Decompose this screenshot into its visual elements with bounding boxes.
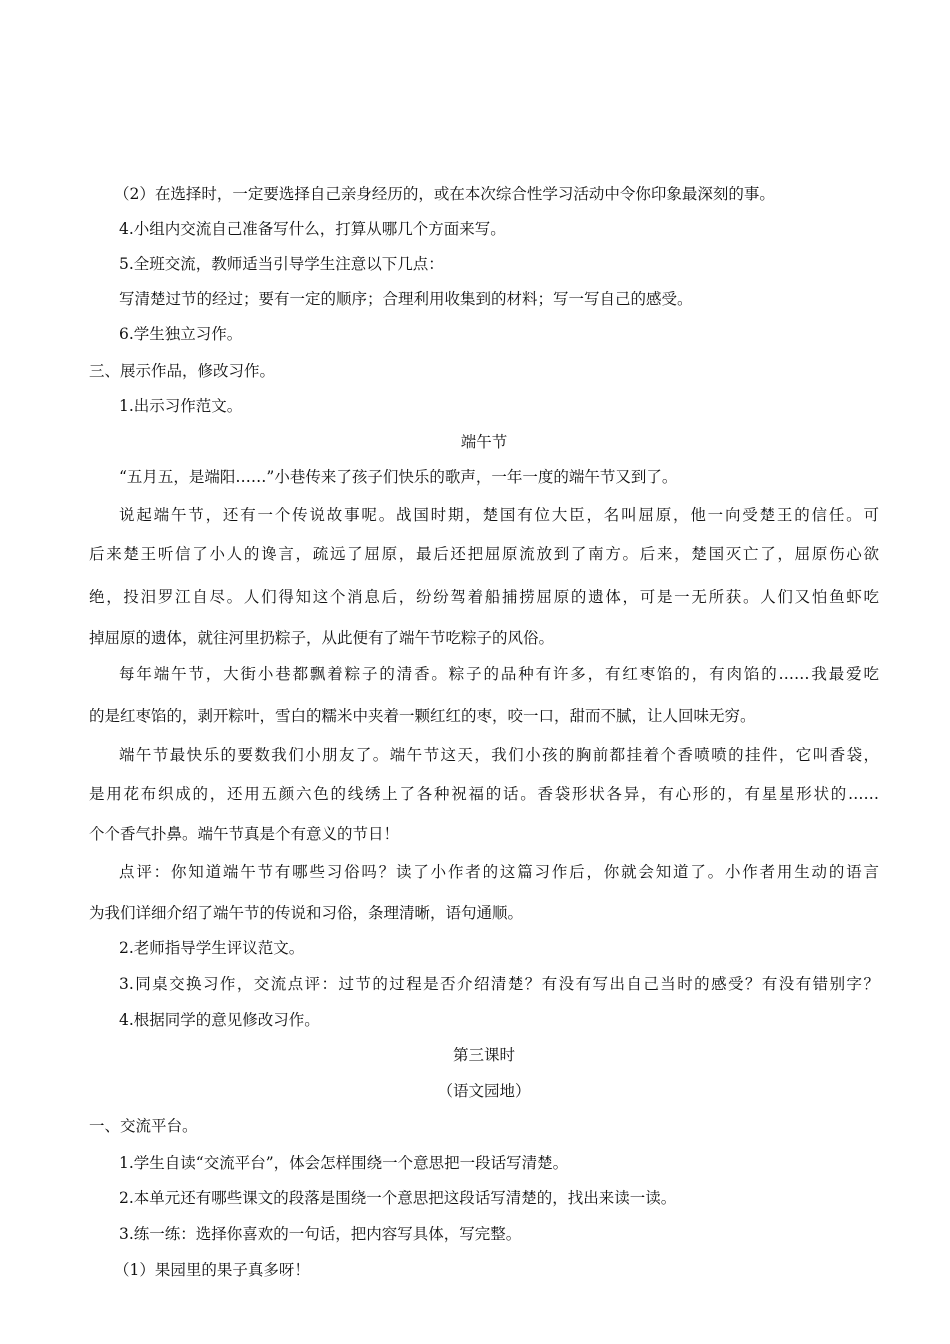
paragraph-line: 每年端午节，大街小巷都飘着粽子的清香。粽子的品种有许多，有红枣馅的，有肉馅的……我最爱吃	[119, 665, 879, 683]
lesson-title: 第三课时	[452, 1046, 515, 1064]
paragraph-line: 说起端午节，还有一个传说故事呢。战国时期，楚国有位大臣，名叫屈原，他一向受楚王的信任。可	[119, 506, 879, 524]
paragraph-line: 后来楚王听信了小人的谗言，疏远了屈原，最后还把屈原流放到了南方。后来，楚国灭亡了，屈原伤心欲	[89, 545, 879, 563]
paragraph-line: 为我们详细介绍了端午节的传说和习俗，条理清晰，语句通顺。	[89, 904, 524, 922]
paragraph-line: 2.本单元还有哪些课文的段落是围绕一个意思把这段话写清楚的，找出来读一读。	[119, 1189, 677, 1207]
paragraph-line: 6.学生独立习作。	[119, 325, 243, 343]
paragraph-line: 5.全班交流，教师适当引导学生注意以下几点：	[119, 255, 444, 273]
paragraph-line: 3.练一练：选择你喜欢的一句话，把内容写具体，写完整。	[119, 1225, 522, 1243]
paragraph-line: 绝，投汨罗江自尽。人们得知这个消息后，纷纷驾着船捕捞屈原的遗体，可是一无所获。人们又怕鱼虾吃	[89, 588, 879, 606]
paragraph-line: 个个香气扑鼻。端午节真是个有意义的节日！	[89, 825, 400, 843]
lesson-subtitle: （语文园地）	[437, 1082, 531, 1100]
paragraph-line: 4.根据同学的意见修改习作。	[119, 1011, 320, 1029]
section-heading: 三、展示作品，修改习作。	[89, 362, 276, 380]
paragraph-line: （2）在选择时，一定要选择自己亲身经历的，或在本次综合性学习活动中令你印象最深刻的事。	[114, 185, 775, 203]
paragraph-line: “五月五，是端阳……”小巷传来了孩子们快乐的歌声，一年一度的端午节又到了。	[119, 468, 678, 486]
paragraph-line: 点评：你知道端午节有哪些习俗吗？读了小作者的这篇习作后，你就会知道了。小作者用生动的语言	[119, 863, 879, 881]
paragraph-line: 的是红枣馅的，剥开粽叶，雪白的糯米中夹着一颗红红的枣，咬一口，甜而不腻，让人回味无穷。	[89, 707, 756, 725]
paragraph-line: 2.老师指导学生评议范文。	[119, 939, 305, 957]
paragraph-line: 1.出示习作范文。	[119, 397, 243, 415]
paragraph-line: 4.小组内交流自己准备写什么，打算从哪几个方面来写。	[119, 220, 506, 238]
paragraph-line: 是用花布织成的，还用五颜六色的线绣上了各种祝福的话。香袋形状各异，有心形的，有星星形状的……	[89, 785, 879, 803]
paragraph-line: 写清楚过节的经过；要有一定的顺序；合理利用收集到的材料；写一写自己的感受。	[119, 290, 693, 308]
essay-title: 端午节	[460, 433, 508, 451]
paragraph-line: 掉屈原的遗体，就往河里扔粽子，从此便有了端午节吃粽子的风俗。	[89, 629, 555, 647]
paragraph-line: 3.同桌交换习作，交流点评：过节的过程是否介绍清楚？有没有写出自己当时的感受？有没有错别字？	[119, 975, 879, 993]
paragraph-line: （1）果园里的果子真多呀！	[114, 1261, 310, 1279]
paragraph-line: 端午节最快乐的要数我们小朋友了。端午节这天，我们小孩的胸前都挂着个香喷喷的挂件，它叫香袋，	[119, 746, 879, 764]
section-heading: 一、交流平台。	[89, 1117, 198, 1135]
paragraph-line: 1.学生自读“交流平台”，体会怎样围绕一个意思把一段话写清楚。	[119, 1154, 569, 1172]
